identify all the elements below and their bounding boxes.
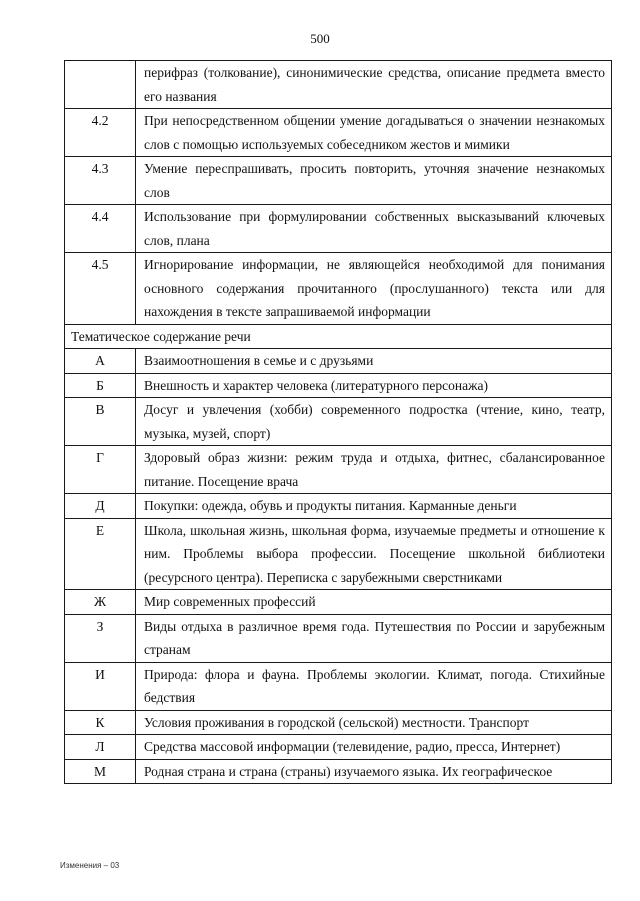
table-row	[65, 349, 612, 374]
row-code: 4.4	[65, 205, 136, 253]
row-text: Игнорирование информации, не являющейся необходимой для понимания основного содержания прочитанного (прослушанного) текста или для нахождения в тексте запрашиваемой информации	[136, 253, 612, 325]
table-row	[65, 446, 612, 494]
table-row	[65, 157, 612, 205]
row-text: При непосредственном общении умение догадываться о значении незнакомых слов с помощью используемых собеседником жестов и мимики	[136, 109, 612, 157]
table-row	[65, 398, 612, 446]
topic-text: Досуг и увлечения (хобби) современного подростка (чтение, кино, театр, музыка, музей, спорт)	[136, 398, 612, 446]
table-row	[65, 662, 612, 710]
row-code	[65, 61, 136, 109]
row-code: 4.2	[65, 109, 136, 157]
topic-code: А	[65, 349, 136, 374]
topic-code: З	[65, 614, 136, 662]
topic-code: Л	[65, 735, 136, 760]
topic-text: Взаимоотношения в семье и с друзьями	[136, 349, 612, 374]
table-row	[65, 494, 612, 519]
topic-code: В	[65, 398, 136, 446]
table-row	[65, 759, 612, 784]
table-row	[65, 590, 612, 615]
topic-code: И	[65, 662, 136, 710]
page-footer: Изменения – 03	[60, 861, 120, 870]
topic-code: Б	[65, 373, 136, 398]
topic-text: Школа, школьная жизнь, школьная форма, изучаемые предметы и отношение к ним. Проблемы выбора профессии. Посещение школьной библиотеки (ресурсного центра). Переписка с зарубежными сверстниками	[136, 518, 612, 590]
table-row	[65, 373, 612, 398]
topic-text: Родная страна и страна (страны) изучаемого языка. Их географическое	[136, 759, 612, 784]
topic-code: К	[65, 710, 136, 735]
topic-text: Здоровый образ жизни: режим труда и отдыха, фитнес, сбалансированное питание. Посещение врача	[136, 446, 612, 494]
topic-text: Условия проживания в городской (сельской) местности. Транспорт	[136, 710, 612, 735]
topic-text: Мир современных профессий	[136, 590, 612, 615]
row-code: 4.5	[65, 253, 136, 325]
topic-text: Покупки: одежда, обувь и продукты питания. Карманные деньги	[136, 494, 612, 519]
topic-text: Средства массовой информации (телевидение, радио, пресса, Интернет)	[136, 735, 612, 760]
topic-text: Виды отдыха в различное время года. Путешествия по России и зарубежным странам	[136, 614, 612, 662]
content-table	[64, 60, 612, 784]
page-number: 500	[310, 31, 330, 46]
row-text: Умение переспрашивать, просить повторить, уточняя значение незнакомых слов	[136, 157, 612, 205]
topic-code: Ж	[65, 590, 136, 615]
section-title: Тематическое содержание речи	[65, 324, 612, 349]
table-row	[65, 253, 612, 325]
topic-code: Е	[65, 518, 136, 590]
topic-code: Г	[65, 446, 136, 494]
table-row	[65, 205, 612, 253]
table-body	[65, 61, 612, 784]
topic-text: Внешность и характер человека (литературного персонажа)	[136, 373, 612, 398]
topic-code: М	[65, 759, 136, 784]
row-code: 4.3	[65, 157, 136, 205]
table-row	[65, 735, 612, 760]
table-row	[65, 61, 612, 109]
topic-text: Природа: флора и фауна. Проблемы экологии. Климат, погода. Стихийные бедствия	[136, 662, 612, 710]
topic-code: Д	[65, 494, 136, 519]
table-row	[65, 710, 612, 735]
row-text: Использование при формулировании собственных высказываний ключевых слов, плана	[136, 205, 612, 253]
row-text: перифраз (толкование), синонимические средства, описание предмета вместо его названия	[136, 61, 612, 109]
table-row	[65, 109, 612, 157]
section-header-row	[65, 324, 612, 349]
table-row	[65, 614, 612, 662]
table-row	[65, 518, 612, 590]
